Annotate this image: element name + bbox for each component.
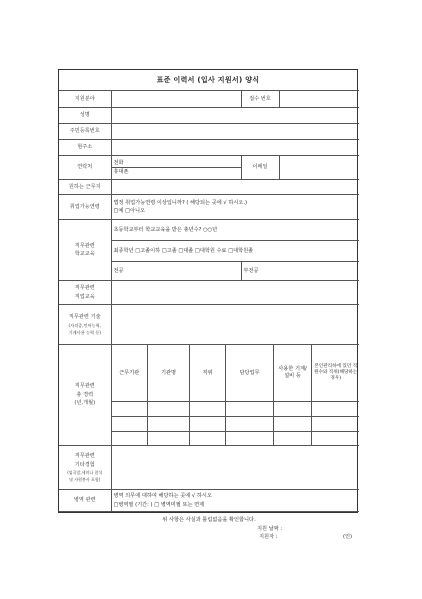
contact-phones (111, 156, 241, 180)
career-cell[interactable] (226, 401, 274, 416)
contact-label: 연락처 (59, 156, 111, 180)
career-cell[interactable] (312, 431, 360, 445)
applicant-label: 지원자 : (259, 534, 278, 540)
name-value[interactable] (111, 108, 359, 124)
career-cell[interactable] (274, 416, 312, 431)
career-cell[interactable] (190, 416, 226, 431)
career-cell[interactable] (226, 416, 274, 431)
receipt-no-label: 접수 번호 (241, 91, 279, 108)
career-cell[interactable] (148, 416, 190, 431)
job-vocational-value[interactable] (111, 281, 359, 305)
career-cell[interactable] (148, 431, 190, 445)
career-cell[interactable] (112, 416, 148, 431)
desired-area-label: 원하는 근무지 (59, 180, 111, 195)
minor-label[interactable]: 부전공 (241, 262, 359, 281)
field-value[interactable] (111, 91, 241, 108)
military-checkboxes[interactable]: □병역필 (기간: ) □ 병역미필 또는 면제 (113, 501, 205, 508)
military-options[interactable] (111, 490, 359, 512)
career-cell[interactable] (112, 401, 148, 416)
career-cell[interactable] (190, 431, 226, 445)
applicant-line[interactable] (61, 533, 357, 542)
form-title: 표준 이력서 (입사 지원서) 양식 (59, 70, 357, 91)
desired-area-value[interactable] (111, 180, 359, 195)
form-table (59, 90, 359, 554)
career-cell[interactable] (148, 401, 190, 416)
skills-label: 직무관련 기술 (자격증,언어능력, 기계사용 능력 등) (59, 305, 111, 345)
career-header-equipment: 사용한 기계/설비 등 (274, 345, 312, 401)
resume-form (58, 69, 358, 540)
email-label: 이메일 (241, 156, 279, 180)
career-cell[interactable] (112, 431, 148, 445)
career-cell[interactable] (312, 416, 360, 431)
edu-years[interactable]: 초등학교부터 학교교육을 받은 총년수? ○○년 (111, 220, 359, 241)
skills-value[interactable] (111, 305, 359, 345)
job-vocational-label: 직무관련 직업교육 (59, 281, 111, 305)
military-label: 병역 관련 (59, 490, 111, 512)
employment-age-options[interactable] (111, 195, 359, 220)
confirmation-block (59, 512, 359, 554)
career-cell[interactable] (274, 401, 312, 416)
experience-label: 직무관련 총 경력 (년,개월) (59, 345, 111, 446)
name-label: 성명 (59, 108, 111, 124)
employment-age-label: 취업가능연령 (59, 195, 111, 220)
other-experience-label: 직무관련 기타경험 (임곡앞,세미나 참석 및 자원봉사 포함) (59, 446, 111, 490)
other-experience-value[interactable] (111, 446, 359, 490)
career-cell[interactable] (226, 431, 274, 445)
edu-final[interactable]: 최종학년 □고졸이하 □고졸 □대졸 □대학원 수료 □대학원졸 (111, 241, 359, 262)
career-table (112, 345, 360, 445)
career-cell[interactable] (274, 431, 312, 445)
seal-mark: (인) (343, 534, 353, 540)
mobile-label: 휴대폰 (113, 169, 129, 175)
career-header-staff: 본인관리하에 있던 직원수와 직위(해당하는 경우) (312, 345, 360, 401)
field-label: 지원분야 (59, 91, 111, 108)
career-header-org: 근무기관 (112, 345, 148, 401)
address-label: 현주소 (59, 140, 111, 156)
career-header-name: 기관명 (148, 345, 190, 401)
receipt-no-value[interactable] (279, 91, 359, 108)
apply-date[interactable]: 지원 날짜 : (257, 525, 283, 532)
career-cell[interactable] (312, 401, 360, 416)
confirm-text: 위 사항은 사실과 틀림없음을 확인합니다. (162, 517, 256, 523)
career-cell[interactable] (190, 401, 226, 416)
age-question: 법정 취업가능연령 이상입니까? ( 해당되는 곳에 √ 하시오.) (113, 199, 248, 206)
rrn-value[interactable] (111, 124, 359, 140)
email-value[interactable] (279, 156, 359, 180)
career-table-cell (111, 345, 359, 446)
age-checkboxes[interactable]: □예 □아니오 (113, 208, 145, 214)
career-header-position: 직위 (190, 345, 226, 401)
military-question: 병역 의무에 대하여 해당하는 곳에 √ 하시오 (113, 493, 212, 499)
phone-label: 전화 (113, 159, 124, 166)
career-header-duty: 담당업무 (226, 345, 274, 401)
address-value[interactable] (111, 140, 359, 156)
rrn-label: 주민등록번호 (59, 124, 111, 140)
major-label[interactable]: 전공 (111, 262, 241, 281)
job-edu-label: 직무관련 학교교육 (59, 220, 111, 281)
